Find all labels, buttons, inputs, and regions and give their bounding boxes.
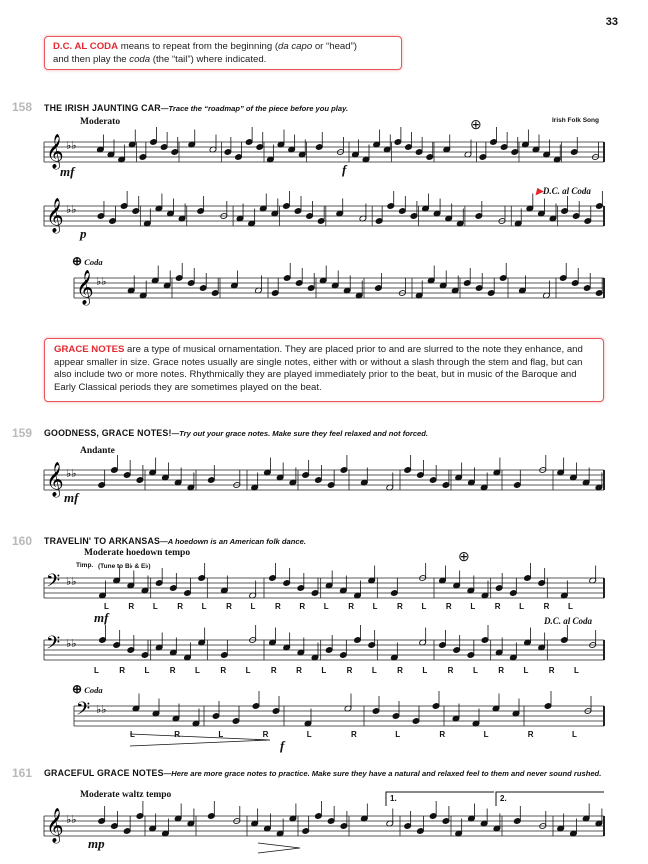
sticking-letter: R (348, 602, 354, 611)
sticking-letter: R (498, 666, 504, 675)
sticking-letter: R (296, 666, 302, 675)
sticking-letter: R (447, 666, 454, 675)
dc-al-coda-term: D.C. AL CODA (53, 41, 119, 52)
sticking-letter: L (572, 730, 577, 739)
dc-text-1: means to repeat from the beginning ( (118, 41, 279, 52)
dynamic-p-158: p (80, 226, 87, 241)
sticking-letter: R (226, 602, 232, 611)
key-signature-flats: ♭♭ (96, 703, 107, 716)
treble-clef-icon: 𝄞 (46, 462, 64, 497)
sticking-letter: R (270, 666, 277, 675)
key-signature-flats: ♭♭ (66, 813, 77, 826)
sticking-letter: L (130, 730, 135, 739)
dc-al-coda-label-160: D.C. al Coda (544, 616, 593, 626)
sticking-letter: L (144, 666, 150, 675)
tempo-marking-158: Moderato (80, 117, 121, 127)
sticking-letter: R (128, 602, 135, 611)
sticking-letter: R (397, 666, 403, 675)
treble-clef-icon: 𝄞 (46, 198, 64, 233)
key-signature-flats: ♭♭ (66, 203, 77, 216)
sticking-letter: L (195, 666, 200, 675)
song-source-158: Irish Folk Song (552, 117, 599, 124)
sticking-letter: L (201, 602, 207, 611)
exercise-160-description: —A hoedown is an American folk dance. (160, 537, 306, 546)
sticking-letter: R (397, 602, 403, 611)
exercise-number-159: 159 (12, 426, 33, 440)
grace-notes-text: are a type of musical ornamentation. They are placed prior to and are slurred to the note they enhance, and appear smaller in size. Grace notes usually are single notes, either with or without a slash through the stem and flag, but can also include two or more notes. Rhythmically they are played immediately prior to the beat, but in music of the Baroque and Early Classical periods they are sometimes played on the beat. (54, 344, 583, 393)
sticking-letter: L (422, 666, 428, 675)
exercise-158-name: THE IRISH JAUNTING CAR (44, 103, 161, 113)
key-signature-flats: ♭♭ (66, 637, 77, 650)
sticking-letter: R (274, 602, 281, 611)
sticking-letter: L (483, 730, 489, 739)
exercise-161-description: —Here are more grace notes to practice. Make sure they have a natural and relaxed feel to them and never sound rushed. (163, 769, 602, 778)
dc-text-2: or “head”) (312, 41, 357, 52)
coda-icon-160: ⊕ (72, 682, 83, 696)
sticking-letter: L (472, 666, 478, 675)
sticking-letter: L (94, 666, 99, 675)
dc-text-4: (the “tail”) where indicated. (150, 53, 267, 65)
sticking-letter: R (351, 730, 357, 739)
coda-label-text-160: Coda (84, 685, 103, 695)
grace-notes-term: GRACE NOTES (54, 344, 125, 355)
sticking-letter: R (439, 730, 446, 739)
sticking-letter: L (250, 602, 256, 611)
bass-clef-icon: 𝄢 (46, 571, 61, 596)
sticking-letter: R (174, 730, 180, 739)
sticking-letter: L (321, 666, 327, 675)
coda-label-text-158: Coda (84, 257, 103, 267)
sticking-letter: L (470, 602, 476, 611)
key-signature-flats: ♭♭ (66, 467, 77, 480)
bass-clef-icon: 𝄢 (46, 633, 61, 658)
coda-sign-icon: ⊕ (470, 116, 482, 132)
sticking-letter: L (245, 666, 251, 675)
sticking-letter: L (371, 666, 377, 675)
timpani-label: Timp. (76, 562, 94, 569)
dynamic-f-160: f (280, 738, 285, 753)
sticking-letter: R (262, 730, 269, 739)
sticking-letter: L (152, 602, 158, 611)
sticking-letter: L (421, 602, 427, 611)
sticking-letter: R (527, 730, 534, 739)
tempo-marking-160: Moderate hoedown tempo (84, 548, 191, 558)
sticking-letter: L (568, 602, 573, 611)
sticking-letter: R (299, 602, 306, 611)
tempo-marking-159: Andante (80, 446, 115, 456)
treble-clef-icon: 𝄞 (46, 134, 64, 169)
da-capo-term: da capo (278, 41, 313, 52)
sticking-letter: R (543, 602, 550, 611)
dc-marker-icon: ▶ (536, 186, 543, 196)
tuning-note: (Tune to B♭ & E♭) (98, 563, 151, 570)
exercise-number-161: 161 (12, 766, 33, 780)
sticking-letter: R (346, 666, 353, 675)
sticking-letter: L (218, 730, 224, 739)
sticking-letter: R (445, 602, 452, 611)
exercise-159-name: GOODNESS, GRACE NOTES! (44, 428, 172, 438)
dynamic-mp-161: mp (88, 836, 105, 851)
sticking-letter: R (119, 666, 126, 675)
ending-1-label: 1. (390, 794, 397, 803)
sticking-letter: R (169, 666, 176, 675)
key-signature-flats: ♭♭ (66, 575, 77, 588)
bass-clef-icon: 𝄢 (76, 699, 91, 724)
sticking-letter: R (220, 666, 227, 675)
coda-term: coda (129, 53, 151, 65)
page-number: 33 (605, 16, 618, 28)
tempo-marking-161: Moderate waltz tempo (80, 790, 172, 800)
sticking-letter: R (177, 602, 184, 611)
dc-text-3: and then play the (53, 53, 130, 65)
exercise-160-name: TRAVELIN' TO ARKANSAS (44, 536, 161, 546)
coda-sign-icon-160: ⊕ (458, 548, 470, 564)
exercise-number-158: 158 (12, 100, 33, 114)
sticking-letter: L (395, 730, 401, 739)
sticking-letter: L (523, 666, 529, 675)
key-signature-flats: ♭♭ (96, 275, 107, 288)
sticking-letter: R (548, 666, 555, 675)
sticking-letter: L (323, 602, 329, 611)
sticking-letter: L (574, 666, 579, 675)
treble-clef-icon: 𝄞 (46, 808, 64, 843)
exercise-161-name: GRACEFUL GRACE NOTES (44, 768, 164, 778)
sticking-letter: L (104, 602, 109, 611)
sticking-letter: L (519, 602, 525, 611)
treble-clef-icon: 𝄞 (76, 270, 94, 305)
exercise-159-description: —Try out your grace notes. Make sure they feel relaxed and not forced. (171, 429, 429, 438)
dynamic-mf-158: mf (60, 164, 75, 179)
dynamic-f-158: f (342, 162, 347, 177)
dynamic-mf-160: mf (94, 610, 109, 625)
exercise-158-description: —Trace the “roadmap” of the piece before you play. (160, 104, 349, 113)
dc-label-text-158: D.C. al Coda (542, 186, 591, 196)
dynamic-mf-159: mf (64, 490, 79, 505)
sticking-letter: R (494, 602, 501, 611)
exercise-number-160: 160 (12, 534, 33, 548)
key-signature-flats: ♭♭ (66, 139, 77, 152)
sticking-letter: L (306, 730, 312, 739)
ending-2-label: 2. (500, 794, 507, 803)
coda-icon: ⊕ (72, 254, 83, 268)
sticking-letter: L (372, 602, 378, 611)
